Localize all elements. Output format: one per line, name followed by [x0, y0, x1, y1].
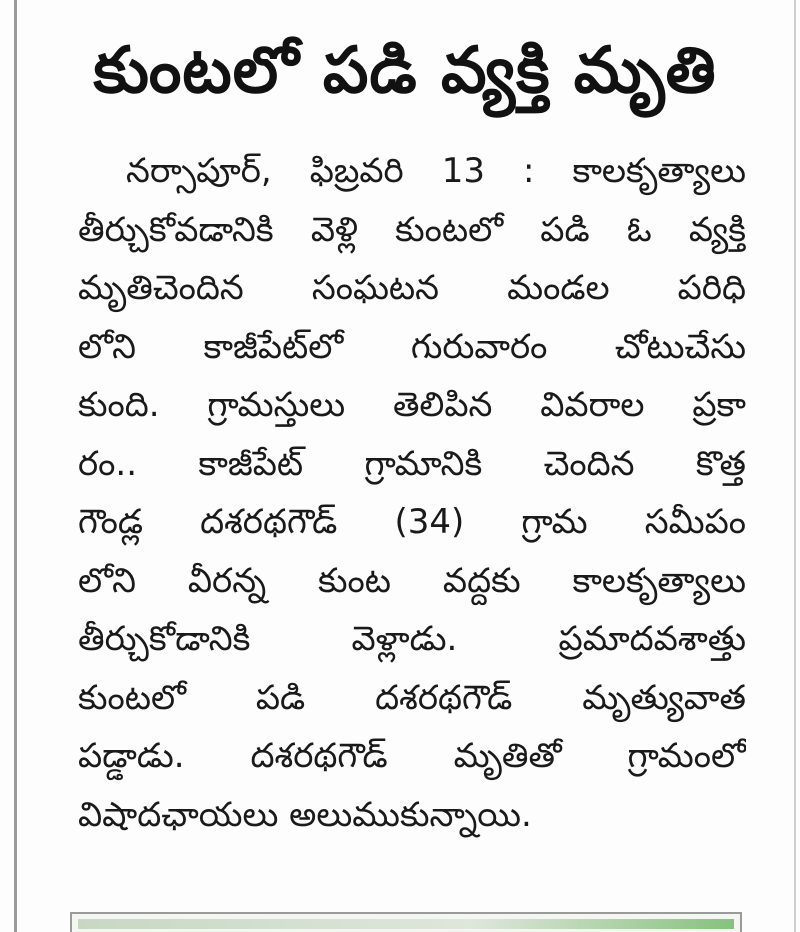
article-line-2: తీర్చుకోవడానికి వెళ్లి కుంటలో పడి ఓ వ్యక్తి: [78, 209, 746, 250]
article-line-9: తీర్చుకోడానికి వెళ్లాడు. ప్రమాదవశాత్తు: [78, 619, 746, 659]
article-line-10: కుంటలో పడి దశరథగౌడ్ మృత్యువాత: [78, 677, 746, 718]
next-article-image-strip: [78, 919, 734, 929]
column-divider-left: [14, 0, 17, 932]
article-line-6: రం.. కాజీపేట్ గ్రామానికి చెందిన కొత్త: [78, 443, 746, 484]
article-line-3: మృతిచెందిన సంఘటన మండల పరిధి: [78, 268, 746, 308]
article-line-1: నర్సాపూర్, ఫిబ్రవరి 13 : కాలకృత్యాలు: [126, 151, 746, 191]
article-line-12: విషాదఛాయలు అలుముకున్నాయి.: [78, 794, 532, 835]
article-line-7: గౌండ్ల దశరథగౌడ్ (34) గ్రామ సమీపం: [78, 502, 746, 542]
article-body: [78, 142, 746, 844]
next-article-box: [70, 912, 742, 932]
article-line-5: కుంది. గ్రామస్తులు తెలిపిన వివరాల ప్రకా: [78, 385, 746, 425]
article-line-11: పడ్డాడు. దశరథగౌడ్ మృతితో గ్రామంలో: [78, 736, 746, 776]
column-divider-right: [794, 0, 796, 932]
article-line-8: లోని వీరన్న కుంట వద్దకు కాలకృత్యాలు: [78, 560, 746, 601]
article-line-4: లోని కాజీపేట్‌లో గురువారం చోటుచేసు: [78, 326, 746, 367]
headline: కుంటలో పడి వ్యక్తి మృతి: [93, 34, 717, 108]
